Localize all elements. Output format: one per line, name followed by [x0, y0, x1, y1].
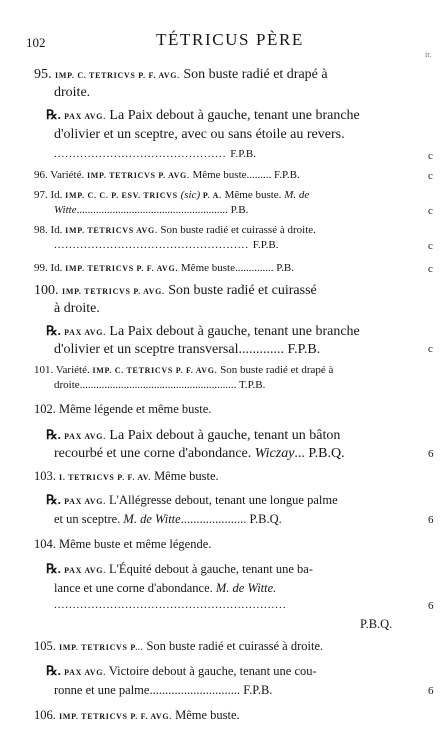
- page-number: 102: [26, 35, 46, 50]
- entry-95-reverse-line-1: ℞. PAX AVG. La Paix debout à gauche, tenant une branche: [46, 107, 360, 123]
- entry-98-line-2: .................................................... F.P.B.: [54, 239, 279, 251]
- entry-99: 99. Id. IMP. TETRICVS P. F. AVG. Même buste.............. P.B.: [34, 262, 294, 274]
- entry-106: 106. IMP. TETRICVS P. F. AVG. Même buste.: [34, 708, 240, 722]
- entry-95-line-1: 95. IMP. C. TETRICVS P. F. AVG. Son buste radié et drapé à: [34, 67, 328, 82]
- margin-mark: c: [428, 343, 433, 355]
- entry-102-reverse-line-2: recourbé et une corne d'abondance. Wiczay... P.B.Q.: [54, 446, 345, 461]
- entry-103-reverse-line-2: et un sceptre. M. de Witte..................... P.B.Q.: [54, 512, 282, 526]
- entry-105-reverse-line-2: ronne et une palme............................. F.P.B.: [54, 683, 273, 697]
- running-title: TÉTRICUS PÈRE: [156, 30, 304, 49]
- entry-101-line-2: droite......................................................... T.P.B.: [54, 379, 266, 391]
- margin-mark: c: [428, 205, 433, 217]
- entry-101-line-1: 101. Variété. IMP. C. TETRICVS P. F. AVG. Son buste radié et drapé à: [34, 364, 334, 376]
- margin-mark: 6: [428, 514, 434, 526]
- entry-104-reverse-line-4: P.B.Q.: [360, 617, 393, 631]
- margin-mark: 6: [428, 600, 434, 612]
- entry-104-reverse-line-1: ℞. PAX AVG. L'Équité debout à gauche, tenant une ba-: [46, 561, 313, 576]
- entry-102-reverse-line-1: ℞. PAX AVG. La Paix debout à gauche, tenant un bâton: [46, 427, 341, 443]
- entry-104-reverse-line-3: ..............................................................: [54, 599, 287, 611]
- entry-100-reverse-line-2: d'olivier et un sceptre transversal............. F.P.B.: [54, 342, 321, 357]
- entry-95-reverse-line-2: d'olivier et un sceptre, avec ou sans étoile au revers.: [54, 127, 345, 142]
- entry-95-line-2: droite.: [54, 85, 91, 100]
- entry-105: 105. IMP. TETRICVS P... Son buste radié et cuirassé à droite.: [34, 639, 324, 653]
- entry-102: 102. Même légende et même buste.: [34, 402, 212, 416]
- entry-104: 104. Même buste et même légende.: [34, 537, 212, 551]
- margin-mark: c: [428, 263, 433, 275]
- entry-98-line-1: 98. Id. IMP. TETRICVS AVG. Son buste radié et cuirassé à droite.: [34, 224, 316, 236]
- entry-97-line-1: 97. Id. IMP. C. C. P. ESV. TRICVS (sic) P. A. Même buste. M. de: [34, 189, 310, 201]
- entry-105-reverse-line-1: ℞. PAX AVG. Victoire debout à gauche, tenant une cou-: [46, 663, 317, 678]
- entry-96: 96. Variété. IMP. TETRICVS P. AVG. Même buste......... F.P.B.: [34, 169, 300, 181]
- margin-mark: 6: [428, 685, 434, 697]
- entry-103: 103. I. TETRICVS P. F. AV. Même buste.: [34, 469, 219, 483]
- margin-mark: c: [428, 170, 433, 182]
- margin-mark: c: [428, 240, 433, 252]
- entry-103-reverse-line-1: ℞. PAX AVG. L'Allégresse debout, tenant une longue palme: [46, 492, 338, 507]
- corner-mark: ir.: [425, 50, 432, 59]
- margin-mark: 6: [428, 448, 434, 460]
- entry-95-reverse-line-3: .............................................. F.P.B.: [54, 148, 256, 160]
- entry-100-line-2: à droite.: [54, 301, 100, 316]
- entry-97-line-2: Witte....................................................... P.B.: [54, 204, 249, 216]
- entry-100-line-1: 100. IMP. TETRICVS P. AVG. Son buste radié et cuirassé: [34, 283, 317, 298]
- entry-100-reverse-line-1: ℞. PAX AVG. La Paix debout à gauche, tenant une branche: [46, 323, 360, 339]
- margin-mark: c: [428, 150, 433, 162]
- entry-104-reverse-line-2: lance et une corne d'abondance. M. de Witte.: [54, 581, 277, 595]
